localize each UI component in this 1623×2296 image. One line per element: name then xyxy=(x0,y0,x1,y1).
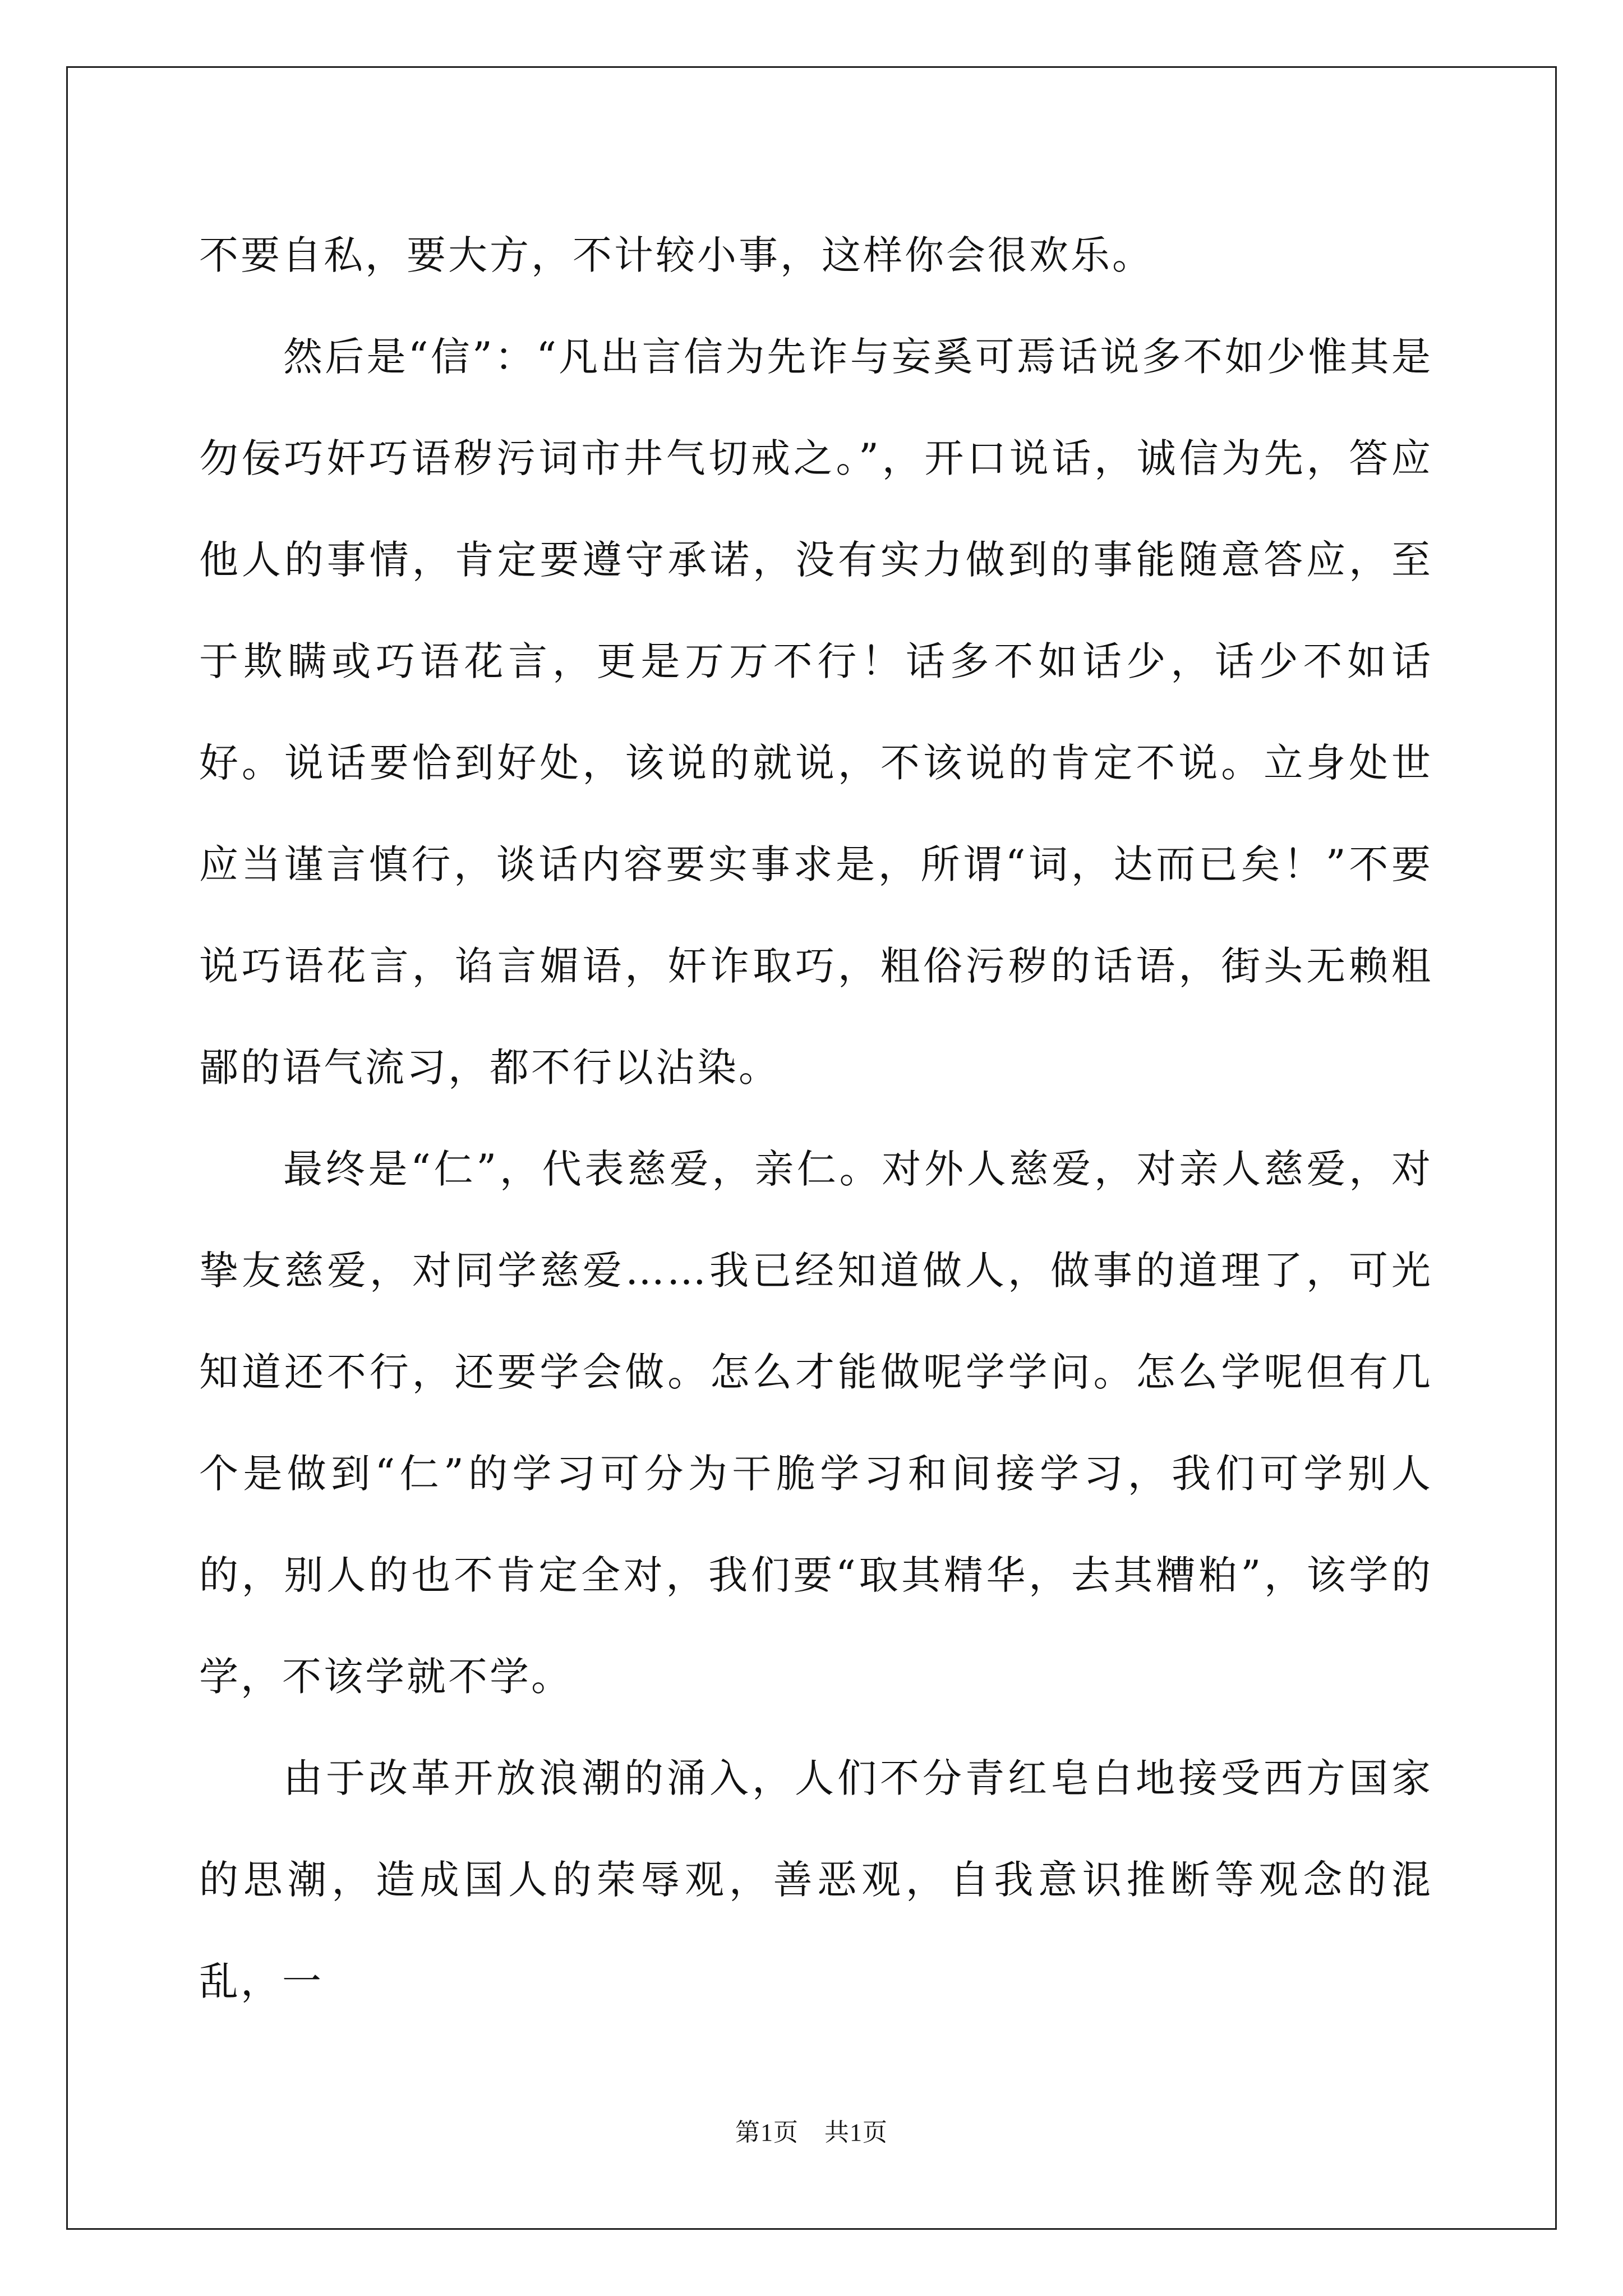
page-total: 共1页 xyxy=(824,2119,888,2146)
document-body xyxy=(199,205,1433,2032)
paragraph-2: 然后是“信”：“凡出言信为先诈与妄奚可焉话说多不如少惟其是勿佞巧奸巧语秽污词市井气切戒之。”，开口说话，诚信为先，答应他人的事情，肯定要遵守承诺，没有实力做到的事能随意答应，至于欺瞒或巧语花言，更是万万不行！话多不如话少，话少不如话好。说话要恰到好处，该说的就说，不该说的肯定不说。立身处世应当谨言慎行，谈话内容要实事求是，所谓“词，达而已矣！”不要说巧语花言，谄言媚语，奸诈取巧，粗俗污秽的话语，街头无赖粗鄙的语气流习，都不行以沾染。 xyxy=(199,334,1433,1091)
paragraph-3: 最终是“仁”，代表慈爱，亲仁。对外人慈爱，对亲人慈爱，对挚友慈爱，对同学慈爱……我已经知道做人，做事的道理了，可光知道还不行，还要学会做。怎么才能做呢学学问。怎么学呢但有几个是做到“仁”的学习可分为干脆学习和间接学习，我们可学别人的，别人的也不肯定全对，我们要“取其精华，去其糟粕”，该学的学，不该学就不学。 xyxy=(199,1146,1433,1700)
page-footer xyxy=(0,2112,1623,2148)
page-number: 第1页 xyxy=(735,2119,799,2146)
paragraph-1: 不要自私，要大方，不计较小事，这样你会很欢乐。 xyxy=(199,232,1154,278)
paragraph-4: 由于改革开放浪潮的涌入，人们不分青红皂白地接受西方国家的思潮，造成国人的荣辱观，善恶观，自我意识推断等观念的混乱，一 xyxy=(199,1755,1433,2004)
